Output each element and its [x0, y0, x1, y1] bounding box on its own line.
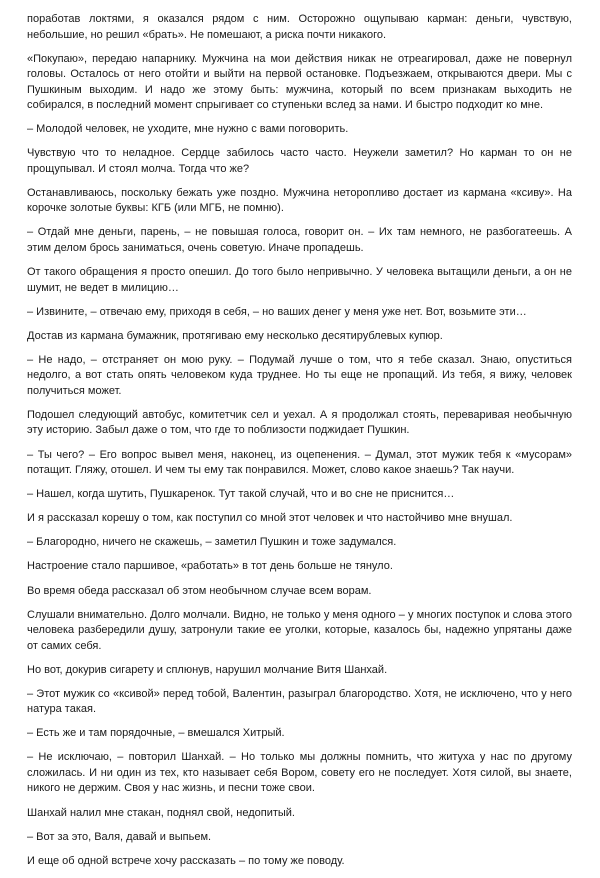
- paragraph: «Покупаю», передаю напарнику. Мужчина на мои действия никак не отреагировал, даже не повернул головы. Осталось от него отойти и выйти на первой остановке. Подъезжаем, открываются двери. Мы с Пушкиным выходим. И надо же этому быть: мужчина, который по всем признакам выходить не собирался, в последний момент спрыгивает со ступеньки вслед за нами. И быстро подходит ко мне.: [27, 52, 572, 112]
- paragraph: поработав локтями, я оказался рядом с ним. Осторожно ощупываю карман: деньги, чувствую, небольшие, но решил «брать». Не помешают, а риска почти никакого.: [27, 13, 572, 41]
- paragraph: Подошел следующий автобус, комитетчик сел и уехал. А я продолжал стоять, переваривая необычную эту историю. Забыл даже о том, что где то поблизости поджидает Пушкин.: [27, 408, 572, 437]
- paragraph: – Есть же и там порядочные, – вмешался Хитрый.: [27, 727, 285, 740]
- paragraph: От такого обращения я просто опешил. До того было непривычно. У человека вытащили деньги, а он не шумит, не ведет в милицию…: [27, 266, 572, 294]
- paragraph: Но вот, докурив сигарету и сплюнув, нарушил молчание Витя Шанхай.: [27, 663, 388, 676]
- paragraph: Достав из кармана бумажник, протягиваю ему несколько десятирублевых купюр.: [27, 329, 443, 342]
- paragraph: Останавливаюсь, поскольку бежать уже поздно. Мужчина неторопливо достает из кармана «ксиву». На корочке золотые буквы: КГБ (или МГБ, не помню).: [27, 186, 572, 215]
- paragraph: – Отдай мне деньги, парень, – не повышая голоса, говорит он. – Их там немного, не разбогатеешь. А этим делом брось заниматься, очень советую. Иначе пропадешь.: [27, 226, 572, 254]
- paragraph: И еще об одной встрече хочу рассказать – по тому же поводу.: [27, 854, 345, 867]
- paragraph: – Вот за это, Валя, давай и выпьем.: [27, 830, 212, 843]
- paragraph: – Извините, – отвечаю ему, приходя в себя, – но ваших денег у меня уже нет. Вот, возьмите эти…: [27, 305, 527, 318]
- paragraph: И я рассказал корешу о том, как поступил со мной этот человек и что настойчиво мне внушал.: [27, 512, 513, 525]
- document-page: [27, 12, 572, 878]
- paragraph: Шанхай налил мне стакан, поднял свой, недопитый.: [27, 806, 295, 819]
- paragraph: – Нашел, когда шутить, Пушкаренок. Тут такой случай, что и во сне не приснится…: [27, 488, 455, 501]
- paragraph: – Ты чего? – Его вопрос вывел меня, наконец, из оцепенения. – Думал, этот мужик тебя к «мусорам» потащит. Гляжу, отошел. И чем ты ему так понравился. Может, слово какое знаешь? Так научи.: [27, 448, 572, 477]
- paragraph: Во время обеда рассказал об этом необычном случае всем ворам.: [27, 584, 372, 597]
- paragraph: – Не исключаю, – повторил Шанхай. – Но только мы должны помнить, что житуха у нас по другому сложилась. И ни один из тех, кто называет себя Вором, совету его не последует. Хотя силой, вы знаете, никого не держим. Своя у нас жизнь, и песни тоже свои.: [27, 751, 572, 795]
- paragraph: – Благородно, ничего не скажешь, – заметил Пушкин и тоже задумался.: [27, 536, 397, 549]
- paragraph: Чувствую что то неладное. Сердце забилось часто часто. Неужели заметил? Но карман то он не прощупывал. И стоял молча. Тогда что же?: [27, 147, 572, 175]
- paragraph: – Не надо, – отстраняет он мою руку. – Подумай лучше о том, что я тебе сказал. Знаю, опуститься недолго, а вот стать опять человеком куда труднее. Но ты еще не пропащий. Из тебя, я вижу, человек получиться может.: [27, 353, 572, 397]
- paragraph: – Молодой человек, не уходите, мне нужно с вами поговорить.: [27, 123, 349, 136]
- paragraph: – Этот мужик со «ксивой» перед тобой, Валентин, разыграл благородство. Хотя, не исключено, что у него натура такая.: [27, 687, 572, 716]
- paragraph: Настроение стало паршивое, «работать» в тот день больше не тянуло.: [27, 560, 393, 573]
- paragraph: Слушали внимательно. Долго молчали. Видно, не только у меня одного – у многих поступок и слова этого человека разбередили душу, затронули такие ее уголки, которые, казалось бы, надежно упрятаны даже от самих себя.: [27, 608, 572, 652]
